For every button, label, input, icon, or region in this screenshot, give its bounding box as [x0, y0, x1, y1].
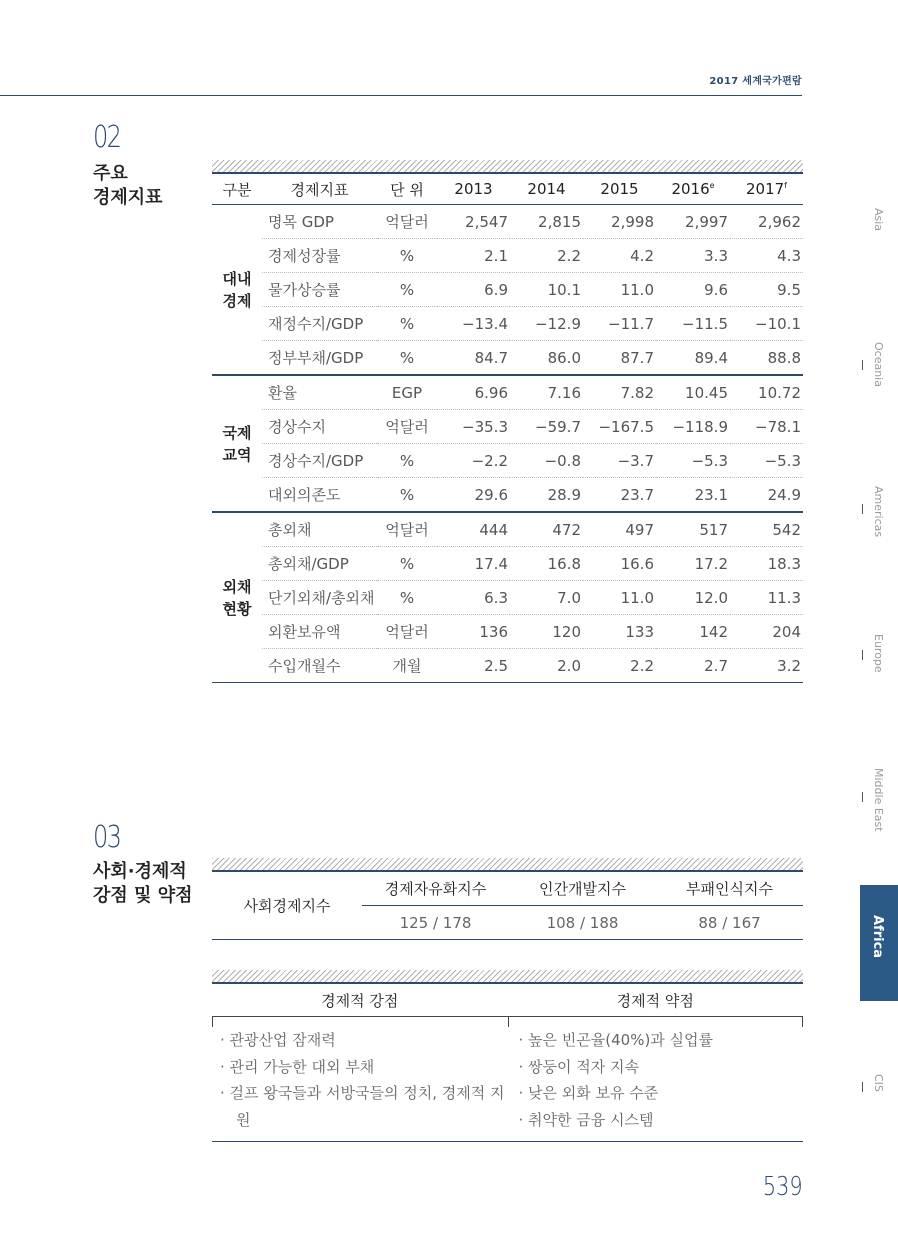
header-rule — [0, 95, 802, 96]
indicator-value: −0.8 — [510, 444, 583, 478]
section-title-03-line1: 사회·경제적 — [93, 861, 187, 882]
indicator-value: 2.0 — [557, 656, 581, 675]
running-header: 2017 세계국가편람 — [709, 76, 802, 87]
indicator-name: 명목 GDP — [262, 205, 377, 239]
indicator-name: 정부부채/GDP — [268, 349, 364, 367]
section-number-03: 03 — [93, 820, 121, 855]
indicator-value: 84.7 — [474, 348, 508, 367]
indicator-value: 2,998 — [583, 205, 656, 239]
indicator-unit: 억달러 — [377, 615, 437, 649]
indicator-unit: % — [377, 547, 437, 581]
indicator-value: 86.0 — [547, 348, 581, 367]
soc-value-human-development: 108 / 188 — [546, 913, 619, 932]
page-number: 539 — [763, 1172, 803, 1202]
col-header-2016: 2016e — [656, 174, 730, 205]
indicator-name: 단기외채/총외채 — [262, 581, 377, 615]
indicator-value: 23.1 — [694, 485, 728, 504]
table-body — [212, 205, 803, 683]
col-header-category: 구분 — [212, 174, 262, 205]
indicator-unit: % — [377, 444, 437, 478]
indicator-value: 497 — [583, 512, 656, 547]
economic-indicators-table — [212, 160, 803, 683]
indicator-name: 재정수지/GDP — [262, 307, 377, 341]
table-row — [212, 512, 803, 547]
section-title-02 — [93, 162, 163, 210]
indicator-value: 136 — [437, 615, 510, 649]
indicator-value: 444 — [437, 512, 510, 547]
indicator-value: −78.1 — [730, 410, 803, 444]
sw-tick-middle — [508, 1017, 509, 1027]
table-row — [212, 273, 803, 307]
side-tab-africa[interactable] — [860, 885, 898, 1001]
weakness-item: · 높은 빈곤율(40%)과 실업률 — [518, 1031, 714, 1049]
indicator-unit: % — [377, 273, 437, 307]
indicator-value: 2.2 — [510, 239, 583, 273]
indicator-unit: % — [377, 307, 437, 341]
indicator-value: 2,815 — [510, 205, 583, 239]
col-header-2017: 2017$^f$ — [730, 174, 803, 205]
soc-header-economic-freedom: 경제자유화지수 — [362, 872, 509, 906]
indicator-value: 11.0 — [583, 581, 656, 615]
indicator-unit: % — [399, 485, 415, 504]
indicator-name: 경상수지/GDP — [262, 444, 377, 478]
section-title-03-line2: 강점 및 약점 — [93, 885, 193, 906]
indicator-value: 18.3 — [730, 547, 803, 581]
table-bottom-rule — [212, 682, 803, 683]
table-row — [212, 375, 803, 410]
socio-economic-index-table — [212, 858, 803, 940]
side-tab-marker — [862, 1082, 863, 1092]
table-row — [212, 547, 803, 581]
indicator-value: −167.5 — [583, 410, 656, 444]
indicator-value: 2,997 — [656, 205, 730, 239]
indicator-name: 환율 — [262, 375, 377, 410]
side-tab-cis[interactable]: CIS — [860, 1074, 898, 1124]
table-row — [212, 205, 803, 239]
table-hatch-band — [212, 160, 803, 172]
section-title-03 — [93, 860, 192, 908]
group-label: 외채 현황 — [212, 512, 262, 682]
table-row — [212, 615, 803, 649]
side-tab-marker — [862, 504, 863, 514]
table-row — [212, 307, 803, 341]
indicator-value: −11.5 — [656, 307, 730, 341]
side-tab-oceania[interactable]: Oceania — [860, 342, 898, 432]
indicator-value: 11.0 — [583, 273, 656, 307]
indicator-value: 12.0 — [656, 581, 730, 615]
indicator-value: 11.3 — [730, 581, 803, 615]
sw-body — [212, 1017, 803, 1133]
indicator-value: 10.45 — [656, 375, 730, 410]
soc-header-corruption: 부패인식지수 — [656, 872, 803, 906]
indicator-unit: 억달러 — [377, 512, 437, 547]
col-header-unit: 단 위 — [377, 174, 437, 205]
indicator-value: 7.82 — [583, 375, 656, 410]
indicator-value: 7.0 — [510, 581, 583, 615]
weaknesses-title: 경제적 약점 — [616, 991, 694, 1010]
indicator-value: 472 — [510, 512, 583, 547]
side-tab-africa-label: Africa — [870, 915, 885, 959]
indicator-value: −5.3 — [656, 444, 730, 478]
indicator-value: 204 — [730, 615, 803, 649]
col-header-2015: 2015 — [583, 174, 656, 205]
weaknesses-list — [515, 1027, 804, 1133]
strength-item: · 관광산업 잠재력 — [220, 1031, 336, 1049]
indicator-value: 542 — [730, 512, 803, 547]
indicator-value: −12.9 — [510, 307, 583, 341]
indicator-value: 6.9 — [437, 273, 510, 307]
indicator-value: 17.4 — [437, 547, 510, 581]
indicator-value: 3.3 — [656, 239, 730, 273]
col-header-2013: 2013 — [437, 174, 510, 205]
side-tab-americas[interactable]: Americas — [860, 486, 898, 586]
indicator-value: 17.2 — [656, 547, 730, 581]
indicator-name: 물가상승률 — [262, 273, 377, 307]
strengths-weaknesses-box — [212, 970, 803, 1142]
weakness-item: · 쌍둥이 적자 지속 — [518, 1057, 640, 1076]
indicator-value: 133 — [583, 615, 656, 649]
side-tab-marker — [862, 792, 863, 802]
side-tab-marker — [862, 650, 863, 660]
side-tab-asia[interactable]: Asia — [872, 208, 885, 232]
indicator-value: −2.2 — [437, 444, 510, 478]
indicator-value: −35.3 — [437, 410, 510, 444]
indicator-unit: % — [377, 239, 437, 273]
indicator-value: 16.6 — [583, 547, 656, 581]
indicator-unit: 억달러 — [377, 205, 437, 239]
col-header-2014: 2014 — [510, 174, 583, 205]
indicator-value: 2.5 — [484, 656, 508, 675]
soc-header-row — [212, 872, 803, 906]
indicator-value: 4.3 — [730, 239, 803, 273]
indicator-unit: % — [377, 581, 437, 615]
indicator-name: 외환보유액 — [262, 615, 377, 649]
indicator-value: 6.3 — [437, 581, 510, 615]
indicator-value: 2,547 — [437, 205, 510, 239]
indicator-value: 120 — [510, 615, 583, 649]
indicator-value: 23.7 — [620, 485, 654, 504]
col-header-indicator: 경제지표 — [262, 174, 377, 205]
indicator-value: −13.4 — [437, 307, 510, 341]
sw-hatch-band — [212, 970, 803, 982]
indicator-value: 88.8 — [767, 348, 801, 367]
indicator-name: 경제성장률 — [262, 239, 377, 273]
indicator-value: 10.1 — [510, 273, 583, 307]
group-label: 대내 경제 — [222, 269, 252, 310]
indicator-value: 7.16 — [510, 375, 583, 410]
strengths-list — [212, 1027, 515, 1133]
indicator-value: 10.72 — [730, 375, 803, 410]
indicator-unit: EGP — [377, 375, 437, 410]
sw-tick-right — [802, 1017, 803, 1027]
indicator-value: 2.7 — [704, 656, 728, 675]
strengths-title: 경제적 강점 — [321, 991, 399, 1010]
soc-hatch-band — [212, 858, 803, 870]
table-row — [212, 581, 803, 615]
indicator-value: −10.1 — [730, 307, 803, 341]
soc-header-human-development: 인간개발지수 — [509, 872, 656, 906]
indicator-value: −118.9 — [656, 410, 730, 444]
table-header-row — [212, 174, 803, 205]
indicator-name: 총외채/GDP — [262, 547, 377, 581]
indicator-value: 517 — [656, 512, 730, 547]
indicator-name: 총외채 — [262, 512, 377, 547]
indicator-value: −5.3 — [730, 444, 803, 478]
indicator-name: 수입개월수 — [268, 657, 341, 675]
table-row — [212, 649, 803, 683]
sw-header — [212, 984, 803, 1016]
side-tab-marker — [862, 360, 863, 370]
side-tab-europe[interactable]: Europe — [860, 634, 898, 714]
indicator-unit: 개월 — [392, 657, 422, 675]
soc-value-economic-freedom: 125 / 178 — [399, 913, 472, 932]
indicator-value: −3.7 — [583, 444, 656, 478]
table-row — [212, 239, 803, 273]
indicator-name: 대외의존도 — [268, 486, 341, 504]
indicator-name: 경상수지 — [262, 410, 377, 444]
sw-tick-left — [212, 1017, 213, 1027]
indicator-value: 6.96 — [437, 375, 510, 410]
section-title-02-line1: 주요 — [93, 163, 128, 184]
table-row — [212, 478, 803, 513]
indicator-value: 2,962 — [730, 205, 803, 239]
indicator-value: 24.9 — [767, 485, 801, 504]
side-tab-middle-east[interactable]: Middle East — [860, 768, 898, 868]
table-row — [212, 341, 803, 376]
indicator-value: 29.6 — [474, 485, 508, 504]
soc-bottom-rule — [212, 939, 803, 940]
indicator-value: 4.2 — [583, 239, 656, 273]
indicator-value: −59.7 — [510, 410, 583, 444]
indicator-value: 2.1 — [437, 239, 510, 273]
section-title-02-line2: 경제지표 — [93, 187, 163, 208]
section-number-02: 02 — [93, 120, 121, 155]
indicator-value: 2.2 — [630, 656, 654, 675]
indicator-value: −11.7 — [583, 307, 656, 341]
indicator-value: 9.6 — [656, 273, 730, 307]
table-row — [212, 444, 803, 478]
weakness-item: · 취약한 금융 시스템 — [518, 1110, 654, 1129]
indicator-value: 9.5 — [730, 273, 803, 307]
sw-bottom-rule — [212, 1141, 803, 1142]
indicator-value: 3.2 — [777, 656, 801, 675]
indicator-value: 28.9 — [547, 485, 581, 504]
indicator-unit: % — [399, 348, 415, 367]
indicator-value: 142 — [656, 615, 730, 649]
indicator-value: 87.7 — [620, 348, 654, 367]
indicator-value: 89.4 — [694, 348, 728, 367]
group-label: 국제 교역 — [212, 375, 262, 512]
table-row — [212, 410, 803, 444]
strength-item: · 걸프 왕국들과 서방국들의 정치, 경제적 지원 — [220, 1084, 505, 1129]
soc-row-label: 사회경제지수 — [243, 897, 331, 915]
strength-item: · 관리 가능한 대외 부채 — [220, 1057, 375, 1076]
weakness-item: · 낮은 외화 보유 수준 — [518, 1084, 659, 1102]
indicator-unit: 억달러 — [377, 410, 437, 444]
indicator-value: 16.8 — [510, 547, 583, 581]
soc-value-corruption: 88 / 167 — [698, 913, 761, 932]
